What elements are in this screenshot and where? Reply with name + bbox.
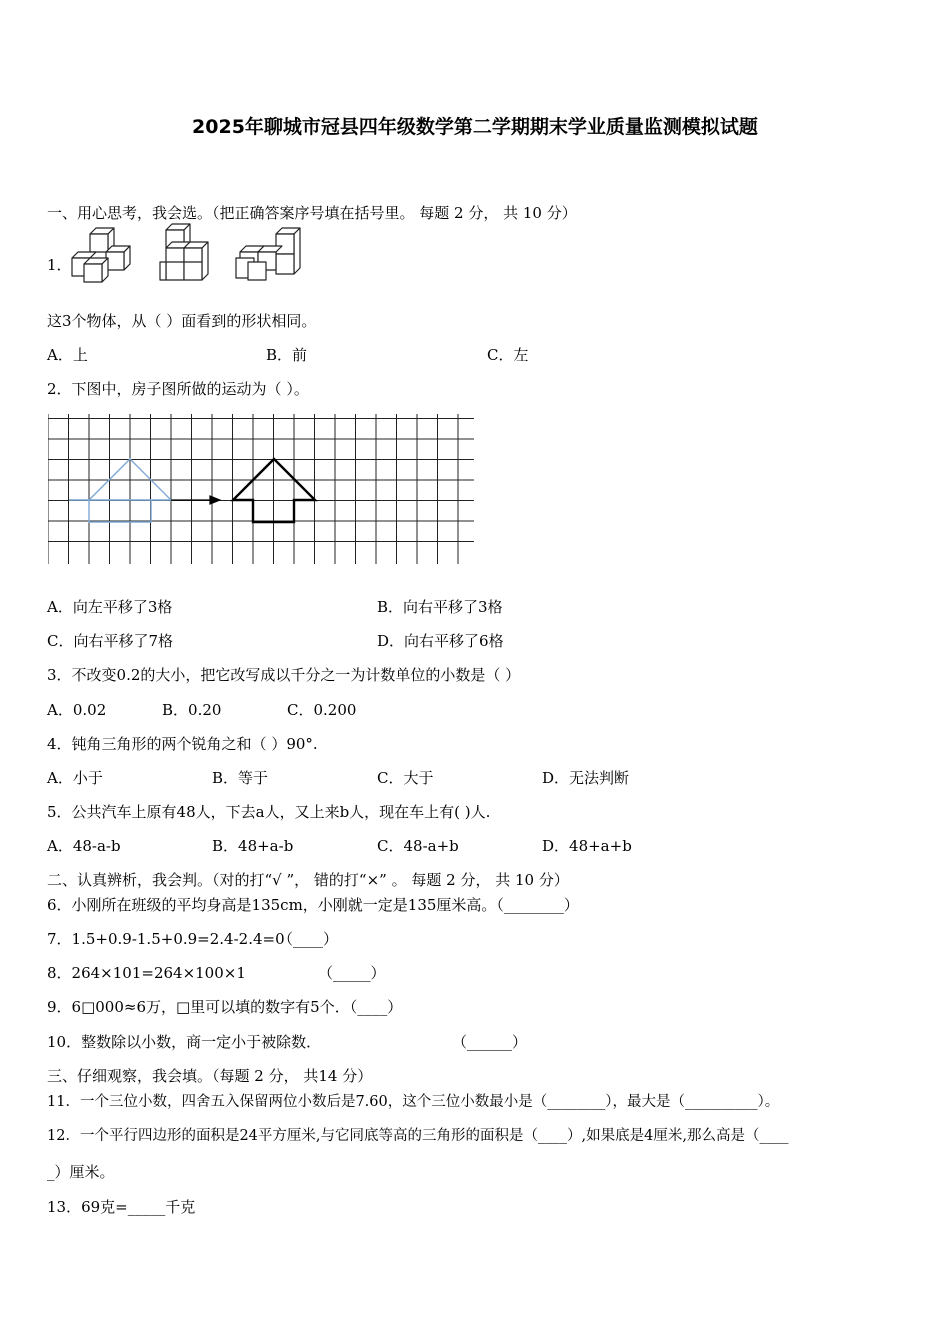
q1-option-c: C．左 <box>487 346 529 364</box>
q1-option-b: B．前 <box>266 346 308 364</box>
cube-figure-1 <box>72 228 130 282</box>
q3-question: 3．不改变0.2的大小，把它改写成以千分之一为计数单位的小数是（ ） <box>47 666 521 684</box>
q4-option-a: A．小于 <box>47 769 103 787</box>
q2-option-c: C．向右平移了7格 <box>47 632 174 650</box>
q11-question: 11．一个三位小数，四舍五入保留两位小数后是7.60，这个三位小数最小是（________），最大是（__________）。 <box>47 1094 780 1110</box>
translation-arrow <box>171 496 220 504</box>
q5-question: 5．公共汽车上原有48人，下去a人，又上来b人，现在车上有( )人. <box>47 803 491 821</box>
q5-option-d: D．48+a+b <box>542 837 632 855</box>
q7-question: 7．1.5+0.9-1.5+0.9=2.4-2.4=0 <box>47 930 285 948</box>
q2-option-a: A．向左平移了3格 <box>47 598 173 616</box>
q3-option-a: A．0.02 <box>47 701 107 719</box>
q7-blank[interactable]: （____） <box>278 930 339 948</box>
q10-question: 10．整数除以小数，商一定小于被除数． <box>47 1033 322 1051</box>
q4-option-b: B．等于 <box>212 769 269 787</box>
q12-question-line2: _）厘米。 <box>47 1163 115 1181</box>
q5-option-a: A．48-a-b <box>47 837 121 855</box>
cube-figure-2 <box>160 224 208 280</box>
q2-option-b: B．向右平移了3格 <box>377 598 503 616</box>
q1-option-a: A．上 <box>47 346 88 364</box>
q3-option-c: C．0.200 <box>287 701 357 719</box>
q12-question-line1: 12．一个平行四边形的面积是24平方厘米,与它同底等高的三角形的面积是（____）,如果底是4厘米,那么高是（____ <box>47 1128 789 1144</box>
q4-option-c: C．大于 <box>377 769 434 787</box>
page-title: 2025年聊城市冠县四年级数学第二学期期末学业质量监测模拟试题 <box>192 116 758 138</box>
q4-option-d: D．无法判断 <box>542 769 630 787</box>
q3-option-b: B．0.20 <box>162 701 222 719</box>
section-3-heading: 三、仔细观察，我会填。（每题 2 分， 共14 分） <box>47 1067 373 1085</box>
q2-question: 2．下图中，房子图所做的运动为（ ）。 <box>47 380 309 398</box>
q10-blank[interactable]: （______） <box>452 1033 528 1051</box>
section-1-heading: 一、用心思考，我会选。（把正确答案序号填在括号里。 每题 2 分， 共 10 分） <box>47 204 577 222</box>
q5-option-b: B．48+a-b <box>212 837 294 855</box>
q1-cube-figures <box>66 222 306 288</box>
q6-question: 6．小刚所在班级的平均身高是135cm，小刚就一定是135厘米高。（________） <box>47 896 579 914</box>
q8-question: 8．264×101=264×100×1 <box>47 964 246 982</box>
q5-option-c: C．48-a+b <box>377 837 459 855</box>
cube-figure-3 <box>236 228 300 280</box>
q8-blank[interactable]: （_____） <box>318 964 386 982</box>
q2-option-d: D．向右平移了6格 <box>377 632 504 650</box>
house-original <box>69 459 171 522</box>
q1-number: 1． <box>47 256 72 274</box>
q4-question: 4．钝角三角形的两个锐角之和（ ）90°. <box>47 735 318 753</box>
section-2-heading: 二、认真辨析，我会判。（对的打“√ ”， 错的打“×” 。 每题 2 分， 共 10 分） <box>47 871 569 889</box>
q13-question: 13．69克=_____千克 <box>47 1198 196 1216</box>
q2-grid-figure <box>48 414 476 566</box>
q1-question: 这3个物体，从（ ）面看到的形状相同。 <box>47 312 317 330</box>
q9-question: 9．6□000≈6万，□里可以填的数字有5个．（____） <box>47 998 403 1016</box>
